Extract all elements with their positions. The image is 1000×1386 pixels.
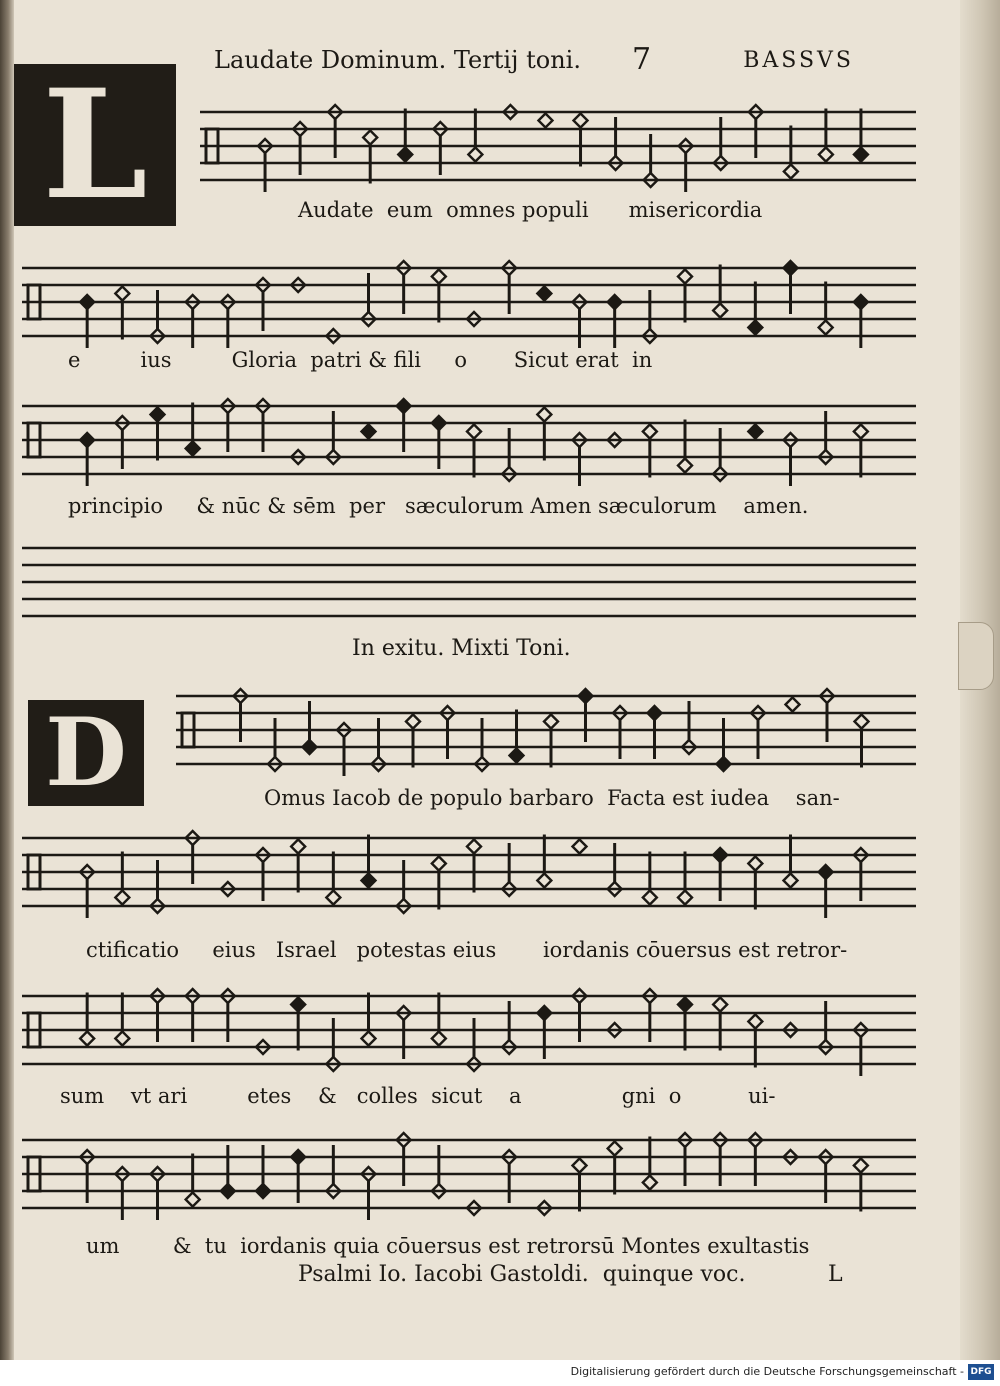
note-head	[115, 891, 129, 905]
note-head	[432, 270, 446, 284]
staff-6-notation	[22, 984, 916, 1084]
staff-4-notation	[176, 684, 916, 784]
note-head	[432, 416, 446, 430]
note-head	[467, 425, 481, 439]
dfg-logo: DFG	[968, 1364, 994, 1380]
digitization-banner	[0, 1360, 1000, 1386]
lyrics-line-7: um & tu iordanis quia cōuersus est retrorsū Montes exultastis	[86, 1234, 810, 1258]
lyrics-line-2: e ius Gloria patri & fili o Sicut erat in	[68, 348, 653, 372]
note-head	[608, 1142, 622, 1156]
note-head	[819, 865, 833, 879]
note-head	[537, 408, 551, 422]
decorated-initial-d	[28, 700, 144, 806]
note-head	[643, 891, 657, 905]
note-head	[151, 408, 165, 422]
staff-5	[22, 826, 916, 926]
note-head	[748, 321, 762, 335]
note-head	[573, 1159, 587, 1173]
note-head	[748, 425, 762, 439]
note-head	[713, 998, 727, 1012]
note-head	[538, 114, 552, 128]
note-head	[678, 270, 692, 284]
note-head	[854, 1159, 868, 1173]
empty-staff	[22, 536, 916, 636]
note-head	[362, 1032, 376, 1046]
staff-3	[22, 394, 916, 494]
note-head	[574, 114, 588, 128]
note-head	[537, 1006, 551, 1020]
initial-letter: L	[42, 57, 148, 233]
note-head	[406, 715, 420, 729]
lyrics-line-3: principio & nūc & sēm per sæculorum Amen sæculorum amen.	[68, 494, 809, 518]
note-head	[537, 874, 551, 888]
note-head	[432, 857, 446, 871]
staff-2	[22, 256, 916, 356]
note-head	[854, 148, 868, 162]
note-head	[819, 321, 833, 335]
note-head	[221, 1184, 235, 1198]
bookmark-tab	[958, 622, 994, 690]
note-head	[362, 425, 376, 439]
note-head	[397, 399, 411, 413]
note-head	[643, 1176, 657, 1190]
lyrics-line-5: ctificatio eius Israel potestas eius iordanis cōuersus est retror-	[86, 938, 848, 962]
note-head	[608, 295, 622, 309]
staff-1	[200, 100, 916, 210]
note-head	[854, 425, 868, 439]
staff-3-notation	[22, 394, 916, 494]
note-head	[855, 715, 869, 729]
header-title: Laudate Dominum. Tertij toni.	[214, 46, 581, 74]
note-head	[115, 1032, 129, 1046]
signature-mark: L	[828, 1262, 843, 1287]
note-head	[303, 740, 317, 754]
banner-text: Digitalisierung gefördert durch die Deutsche Forschungsgemeinschaft -	[570, 1365, 964, 1378]
note-head	[819, 148, 833, 162]
note-head	[579, 689, 593, 703]
note-head	[468, 148, 482, 162]
empty-staff-lines	[22, 536, 916, 636]
staff-6	[22, 984, 916, 1084]
note-head	[854, 295, 868, 309]
note-head	[291, 1150, 305, 1164]
note-head	[510, 749, 524, 763]
note-head	[713, 304, 727, 318]
piece-2-title: In exitu. Mixti Toni.	[352, 636, 571, 661]
page-number: 7	[632, 42, 652, 77]
note-head	[80, 1032, 94, 1046]
note-head	[362, 874, 376, 888]
note-head	[643, 425, 657, 439]
staff-7	[22, 1128, 916, 1228]
facing-page-edge	[0, 0, 14, 1360]
lyrics-line-6: sum vt ari etes & colles sicut a gni o ui-	[60, 1084, 776, 1108]
note-head	[678, 459, 692, 473]
note-head	[748, 857, 762, 871]
note-head	[784, 874, 798, 888]
voice-part-label: BASSVS	[743, 48, 854, 73]
staff-1-notation	[200, 100, 916, 210]
note-head	[648, 706, 662, 720]
note-head	[186, 1193, 200, 1207]
footer-line: Psalmi Io. Iacobi Gastoldi. quinque voc.	[298, 1262, 746, 1287]
note-head	[678, 998, 692, 1012]
note-head	[467, 840, 481, 854]
note-head	[80, 433, 94, 447]
note-head	[186, 442, 200, 456]
note-head	[398, 148, 412, 162]
staff-2-notation	[22, 256, 916, 356]
note-head	[713, 848, 727, 862]
note-head	[291, 998, 305, 1012]
note-head	[748, 1015, 762, 1029]
note-head	[786, 698, 800, 712]
staff-7-notation	[22, 1128, 916, 1228]
note-head	[256, 1184, 270, 1198]
decorated-initial-l	[14, 57, 176, 233]
note-head	[291, 840, 305, 854]
note-head	[784, 261, 798, 275]
note-head	[326, 891, 340, 905]
note-head	[80, 295, 94, 309]
staff-5-notation	[22, 826, 916, 926]
note-head	[537, 287, 551, 301]
initial-letter-d: D	[45, 698, 127, 808]
note-head	[784, 165, 798, 179]
note-head	[115, 287, 129, 301]
note-head	[573, 840, 587, 854]
note-head	[544, 715, 558, 729]
note-head	[363, 131, 377, 145]
running-header	[214, 42, 854, 82]
lyrics-line-1: Audate eum omnes populi misericordia	[298, 198, 763, 222]
lyrics-line-4: Omus Iacob de populo barbaro Facta est iudea san-	[264, 786, 840, 810]
note-head	[717, 757, 731, 771]
note-head	[678, 891, 692, 905]
staff-4	[176, 684, 916, 784]
note-head	[432, 1032, 446, 1046]
